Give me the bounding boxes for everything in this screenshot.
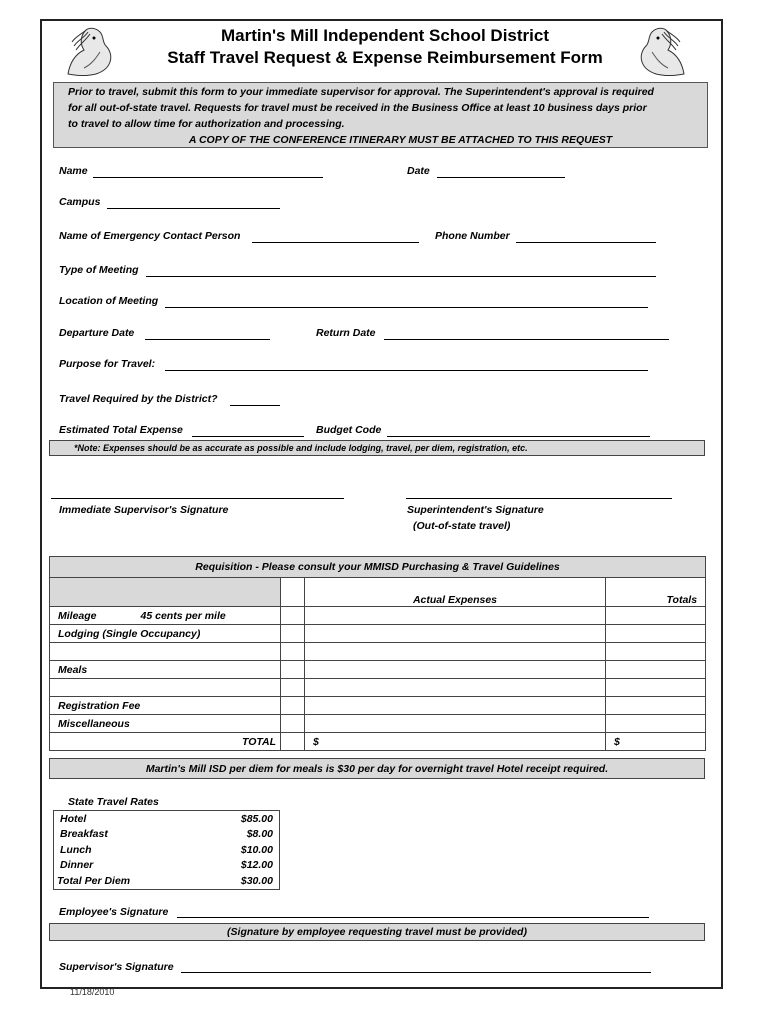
supervisor-signature-label: Immediate Supervisor's Signature [59, 504, 229, 516]
state-rates-title: State Travel Rates [68, 796, 159, 808]
rate-value: $8.00 [246, 828, 273, 841]
instruction-line: to travel to allow time for authorization and processing. [68, 118, 345, 130]
rate-value: $12.00 [240, 859, 273, 872]
employee-signature-note: (Signature by employee requesting travel must be provided) [49, 923, 705, 941]
phone-label: Phone Number [435, 230, 510, 242]
purpose-label: Purpose for Travel: [59, 358, 156, 370]
footer-date: 11/18/2010 [70, 987, 115, 997]
location-label: Location of Meeting [59, 295, 159, 307]
meals-total[interactable] [606, 661, 706, 679]
rate-value: $10.00 [240, 843, 273, 856]
name-label: Name [59, 165, 88, 177]
mileage-actual[interactable] [305, 607, 606, 625]
employee-signature-line[interactable] [177, 917, 649, 918]
meals-actual[interactable] [305, 661, 606, 679]
rate-label: Total Per Diem [57, 874, 131, 887]
table-row [54, 873, 280, 889]
travel-required-label: Travel Required by the District? [59, 393, 218, 405]
state-rates-table [53, 810, 280, 890]
mileage-rate: 45 cents per mile [140, 609, 226, 622]
requisition-title: Requisition - Please consult your MMISD Purchasing & Travel Guidelines [50, 557, 706, 578]
rate-label: Lunch [60, 843, 92, 856]
lodging-label: Lodging (Single Occupancy) [50, 625, 281, 643]
form-subtitle: Staff Travel Request & Expense Reimbursement Form [167, 48, 603, 67]
instruction-line: for all out-of-state travel. Requests for travel must be received in the Business Office at least 10 business days prior [68, 102, 647, 114]
superintendent-signature-line[interactable] [406, 498, 672, 499]
travel-required-field[interactable] [230, 405, 280, 406]
table-row [50, 661, 706, 679]
employee-signature-label: Employee's Signature [59, 906, 169, 918]
table-row [54, 827, 280, 843]
table-row [50, 697, 706, 715]
rate-value: $30.00 [240, 874, 273, 887]
type-of-meeting-field[interactable] [146, 276, 656, 277]
purpose-field[interactable] [165, 370, 648, 371]
rate-label: Dinner [60, 859, 94, 872]
lodging-actual[interactable] [305, 625, 606, 643]
supervisor-final-signature-line[interactable] [181, 972, 651, 973]
table-row [50, 625, 706, 643]
table-row [50, 733, 706, 751]
table-row [50, 715, 706, 733]
supervisor-signature-line[interactable] [51, 498, 344, 499]
per-diem-notice: Martin's Mill ISD per diem for meals is $30 per day for overnight travel Hotel receipt required. [49, 758, 705, 779]
total-actual[interactable] [305, 733, 606, 751]
superintendent-signature-note: (Out-of-state travel) [413, 520, 511, 532]
requisition-table [49, 556, 706, 751]
table-row [50, 557, 706, 578]
registration-actual[interactable] [305, 697, 606, 715]
campus-label: Campus [59, 196, 101, 208]
registration-total[interactable] [606, 697, 706, 715]
departure-date-field[interactable] [145, 339, 270, 340]
location-field[interactable] [165, 307, 648, 308]
table-row [50, 578, 706, 607]
form-title: Martin's Mill Independent School District [220, 26, 549, 45]
departure-date-label: Departure Date [59, 327, 135, 339]
table-row [50, 643, 706, 661]
budget-code-label: Budget Code [316, 424, 382, 436]
estimated-total-label: Estimated Total Expense [59, 424, 183, 436]
rate-value: $85.00 [240, 812, 273, 825]
mileage-total[interactable] [606, 607, 706, 625]
expense-note: *Note: Expenses should be as accurate as possible and include lodging, travel, per diem, registration, etc. [49, 440, 705, 456]
budget-code-field[interactable] [387, 436, 650, 437]
registration-label: Registration Fee [50, 697, 281, 715]
totals-header: Totals [606, 578, 706, 607]
meals-label: Meals [50, 661, 281, 679]
type-of-meeting-label: Type of Meeting [59, 264, 139, 276]
campus-field[interactable] [107, 208, 280, 209]
rate-label: Breakfast [60, 828, 108, 841]
total-totals[interactable] [606, 733, 706, 751]
currency-symbol: $ [614, 735, 620, 748]
rate-label: Hotel [60, 812, 87, 825]
emergency-contact-field[interactable] [252, 242, 419, 243]
table-row [54, 811, 280, 827]
table-row [54, 858, 280, 874]
misc-total[interactable] [606, 715, 706, 733]
return-date-label: Return Date [316, 327, 376, 339]
estimated-total-field[interactable] [192, 436, 304, 437]
phone-field[interactable] [516, 242, 656, 243]
itinerary-notice: A COPY OF THE CONFERENCE ITINERARY MUST BE ATTACHED TO THIS REQUEST [188, 134, 613, 146]
date-field[interactable] [437, 177, 565, 178]
misc-actual[interactable] [305, 715, 606, 733]
instructions-box [53, 82, 708, 148]
emergency-contact-label: Name of Emergency Contact Person [59, 230, 241, 242]
table-row [54, 842, 280, 858]
superintendent-signature-label: Superintendent's Signature [407, 504, 544, 516]
instruction-line: Prior to travel, submit this form to your immediate supervisor for approval. The Superintendent's approval is required [68, 86, 654, 98]
mileage-cell [50, 607, 281, 625]
total-label: TOTAL [50, 733, 281, 751]
supervisor-final-signature-label: Supervisor's Signature [59, 961, 174, 973]
table-row [50, 679, 706, 697]
table-row [50, 607, 706, 625]
mileage-label: Mileage [58, 609, 97, 622]
date-label: Date [407, 165, 430, 177]
return-date-field[interactable] [384, 339, 669, 340]
lodging-total[interactable] [606, 625, 706, 643]
actual-expenses-header: Actual Expenses [305, 578, 606, 607]
currency-symbol: $ [313, 735, 319, 748]
name-field[interactable] [93, 177, 323, 178]
misc-label: Miscellaneous [50, 715, 281, 733]
